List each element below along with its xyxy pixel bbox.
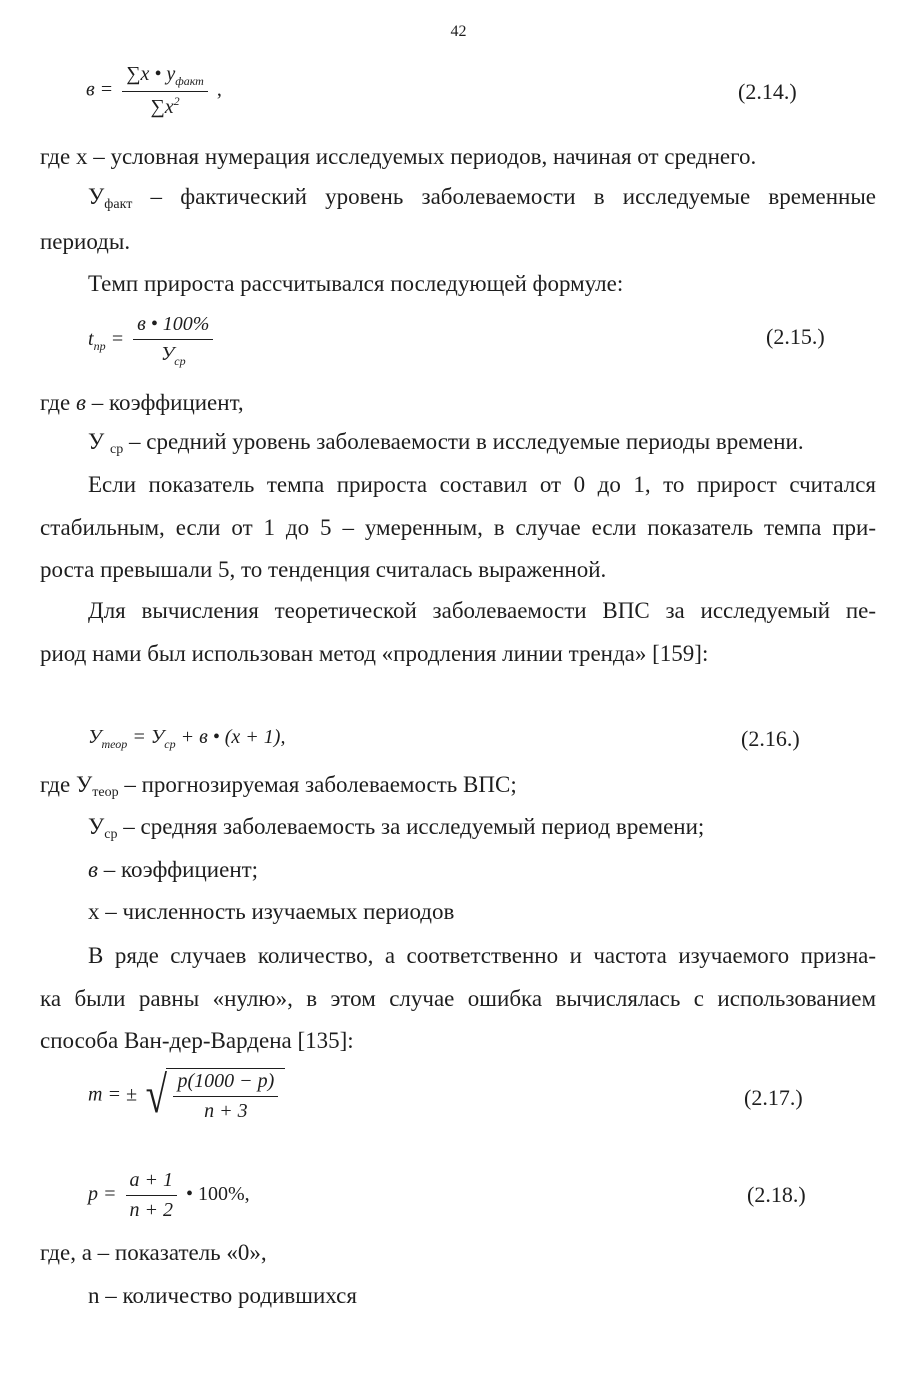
eq-2-16-mid-sub: ср — [164, 737, 176, 751]
text-line-13-symbol: У — [88, 814, 105, 839]
equation-2-16 — [88, 725, 285, 752]
text-line-1: где x – условная нумерация исследуемых периодов, начиная от среднего. — [40, 144, 757, 169]
text-line-20: n – количество родившихся — [88, 1283, 357, 1308]
eq-2-14-lhs: в = — [86, 78, 114, 101]
eq-2-14-label: (2.14.) — [738, 79, 797, 104]
eq-2-18-lhs: p = — [88, 1183, 117, 1206]
eq-2-16-rest: + в • (x + 1), — [180, 726, 286, 748]
text-line-14-variable: в — [88, 857, 98, 882]
text-line-10-body: Для вычисления теоретической заболеваемости ВПС за исследуемый пе- — [88, 598, 876, 623]
eq-2-17-numerator: p(1000 − p) — [173, 1069, 278, 1097]
equation-2-14 — [86, 62, 222, 120]
eq-2-18-denominator: n + 2 — [129, 1199, 173, 1221]
text-line-2-symbol: У — [88, 184, 105, 209]
text-line-12-subscript: теор — [92, 785, 119, 800]
eq-2-16-mid: = У — [132, 726, 165, 748]
text-line-6-body: – средний уровень заболеваемости в исследуемые периоды времени. — [129, 429, 804, 454]
eq-2-15-denominator: У — [160, 343, 175, 365]
text-line-6 — [88, 428, 804, 459]
eq-2-15-equals: = — [110, 328, 125, 351]
text-line-5-body: – коэффициент, — [91, 390, 244, 415]
eq-2-15-denominator-sub: ср — [174, 354, 186, 368]
eq-2-14-denominator: ∑x — [150, 96, 174, 118]
text-line-8: стабильным, если от 1 до 5 – умеренным, в случае если показатель темпа при- — [40, 515, 876, 540]
text-line-12 — [40, 771, 517, 802]
text-line-3: периоды. — [40, 229, 131, 254]
text-line-7 — [40, 471, 876, 500]
eq-2-18-rest: • 100%, — [186, 1183, 250, 1206]
text-line-2-body: – фактический уровень заболеваемости в исследуемые временные — [150, 184, 877, 209]
text-line-13 — [88, 813, 704, 844]
text-line-13-body: – средняя заболеваемость за исследуемый период времени; — [123, 814, 705, 839]
text-line-2 — [40, 183, 876, 214]
text-line-19: где, а – показатель «0», — [40, 1240, 267, 1265]
equation-2-17 — [88, 1068, 285, 1124]
text-line-5 — [40, 389, 244, 418]
eq-2-14-numerator-sub: факт — [175, 74, 204, 88]
eq-2-17-lhs: m = ± — [88, 1083, 137, 1106]
page-number: 42 — [450, 23, 467, 40]
text-line-14 — [88, 856, 258, 885]
eq-2-16-y-sub: теор — [101, 737, 128, 751]
eq-2-18-label: (2.18.) — [747, 1182, 806, 1207]
eq-2-18-numerator: a + 1 — [126, 1168, 178, 1196]
eq-2-15-numerator: в • 100% — [133, 312, 213, 340]
text-line-12-lead: где У — [40, 772, 93, 797]
eq-2-15-lhs: t — [88, 328, 94, 351]
equation-2-15 — [88, 312, 217, 369]
text-line-2-subscript: факт — [104, 197, 133, 212]
text-line-9: роста превышали 5, то тенденция считалась выраженной. — [40, 557, 607, 582]
text-line-15: x – численность изучаемых периодов — [88, 899, 455, 924]
eq-2-14-numerator: ∑x • y — [126, 63, 176, 85]
text-line-16 — [40, 942, 876, 971]
eq-2-15-fraction — [133, 312, 213, 369]
text-line-10 — [40, 597, 876, 626]
eq-2-17-label: (2.17.) — [744, 1085, 803, 1110]
eq-2-14-tail: , — [216, 78, 222, 101]
eq-2-15-label: (2.15.) — [766, 324, 825, 349]
eq-2-16-label: (2.16.) — [741, 726, 800, 751]
sqrt-sign: √ $\frac{p(1000 - p)}{n + 3}$ — [142, 1068, 285, 1124]
text-line-11: риод нами был использован метод «продления линии тренда» [159]: — [40, 641, 709, 666]
text-line-18: способа Ван-дер-Вардена [135]: — [40, 1028, 354, 1053]
eq-2-15-lhs-sub: пр — [93, 339, 106, 354]
text-line-5-variable: в — [75, 390, 86, 415]
eq-2-16-y: У — [88, 726, 102, 748]
text-line-6-subscript: ср — [110, 442, 124, 457]
text-line-14-body: – коэффициент; — [103, 857, 259, 882]
text-line-6-symbol: У — [88, 429, 105, 454]
text-line-13-subscript: ср — [104, 827, 118, 842]
equation-2-18 — [88, 1168, 250, 1223]
eq-2-14-fraction — [122, 62, 208, 120]
text-line-16-body: В ряде случаев количество, а соответственно и частота изучаемого призна- — [88, 943, 876, 968]
text-line-4: Темп прироста рассчитывался последующей формуле: — [88, 271, 624, 296]
text-line-17: ка были равны «нулю», в этом случае ошибка вычислялась с использованием — [40, 986, 876, 1011]
eq-2-17-denominator: n + 3 — [204, 1100, 248, 1122]
eq-2-14-denominator-sup: 2 — [173, 94, 180, 108]
text-line-7-body: Если показатель темпа прироста составил от 0 до 1, то прирост считался — [88, 472, 876, 497]
eq-2-17-fraction — [173, 1069, 278, 1124]
eq-2-18-fraction — [126, 1168, 178, 1223]
text-line-12-body: – прогнозируемая заболеваемость ВПС; — [124, 772, 517, 797]
text-line-5-lead: где — [40, 390, 71, 415]
